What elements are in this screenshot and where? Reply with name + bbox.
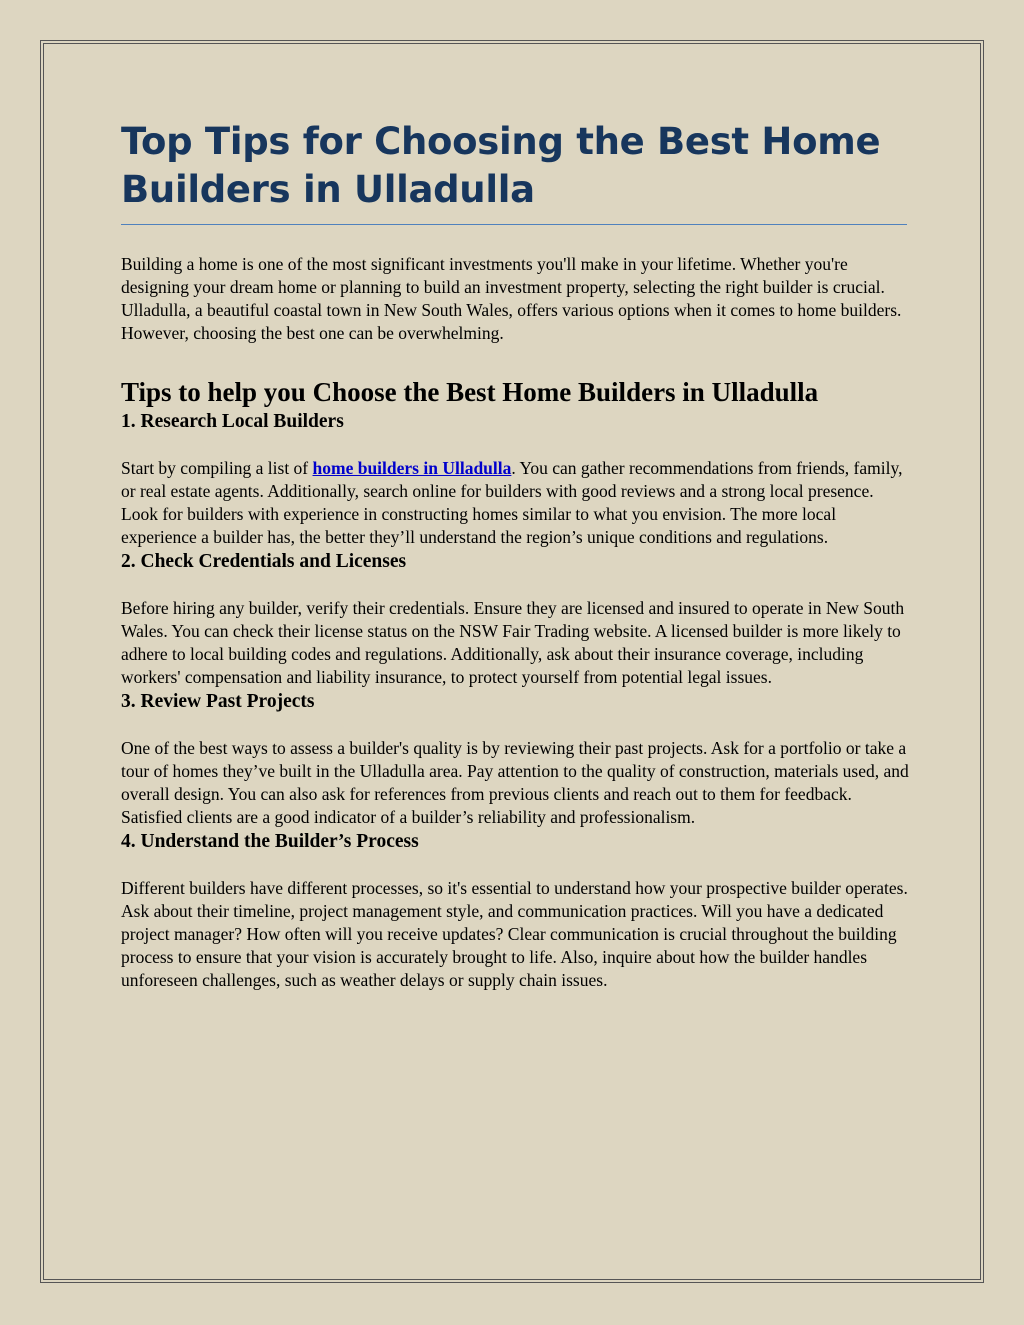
document-content [121, 118, 911, 992]
home-builders-link[interactable]: home builders in Ulladulla [312, 458, 512, 478]
page-title: Top Tips for Choosing the Best Home Builders in Ulladulla [121, 120, 881, 211]
tip-heading-3: 3. Review Past Projects [121, 691, 315, 712]
tip-body-4: Different builders have different processes, so it's essential to understand how your prospective builder operates. Ask about their timeline, project management style, and communication practices. Will you have a dedicated project manager? How often will you receive updates? Clear communication is crucial throughout the building process to ensure that your vision is accurately brought to life. Also, inquire about how the builder handles unforeseen challenges, such as weather delays or supply chain issues. [121, 878, 908, 990]
tip-heading-2: 2. Check Credentials and Licenses [121, 551, 407, 572]
tip-body-2: Before hiring any builder, verify their credentials. Ensure they are licensed and insured to operate in New South Wales. You can check their license status on the NSW Fair Trading website. A licensed builder is more likely to adhere to local building codes and regulations. Additionally, ask about their insurance coverage, including workers' compensation and liability insurance, to protect yourself from potential legal issues. [121, 598, 905, 687]
tip-body-1-start: Start by compiling a list of [121, 458, 313, 478]
tip-body-3: One of the best ways to assess a builder's quality is by reviewing their past projects. Ask for a portfolio or take a tour of homes they’ve built in the Ulladulla area. Pay attention to the quality of construction, materials used, and overall design. You can also ask for references from previous clients and reach out to them for feedback. Satisfied clients are a good indicator of a builder’s reliability and professionalism. [121, 738, 909, 827]
tip-body-1 [121, 457, 911, 549]
intro-paragraph: Building a home is one of the most significant investments you'll make in your lifetime. Whether you're designing your dream home or planning to build an investment property, selecting the right builder is crucial. Ulladulla, a beautiful coastal town in New South Wales, offers various options when it comes to home builders. However, choosing the best one can be overwhelming. [121, 254, 902, 343]
tip-body-1-end: . You can gather recommendations from friends, family, or real estate agents. Additionally, search online for builders with good reviews and a strong local presence. Look for builders with experience in constructing homes similar to what you envision. The more local experience a builder has, the better they’ll understand the region’s unique conditions and regulations. [121, 458, 903, 547]
section-heading: Tips to help you Choose the Best Home Builders in Ulladulla [121, 377, 819, 407]
tip-heading-1: 1. Research Local Builders [121, 411, 344, 432]
tip-heading-4: 4. Understand the Builder’s Process [121, 831, 419, 852]
title-divider [121, 224, 907, 225]
